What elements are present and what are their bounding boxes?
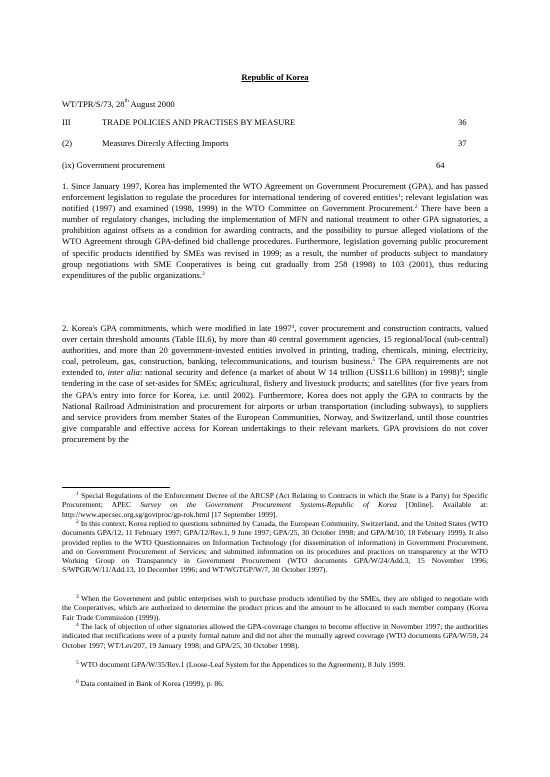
toc-page: 36 (458, 117, 467, 127)
footnote: $^4$ The lack of objection of other signatories allowed the GPA-coverage changes to become effective in November 1997; the authorities indicated that rectifications were of a purely formal nature and did not alter the mutually agreed coverage (WTO documents GPA/W/59, 24 October 1997; WT/Let/207, 19 January 1998; and GPA/25, 30 October 1998). (62, 622, 488, 650)
footnote-ref: 1 (397, 193, 401, 200)
toc-entry-subsection (62, 160, 165, 170)
toc-label: (ix) Government procurement (62, 160, 166, 170)
footnote-separator (62, 487, 170, 488)
toc-number: (2) (62, 138, 73, 148)
paragraph-2: 2. Korea's GPA commitments, which were modified in late 1997$^4$, cover procurement and construction contracts, valued over certain threshold amounts (Table III.6), by more than 40 central government agencies, 15 regional/local (sub-central) authorities, and more than 20 government-invested entities involved in printing, trading, chemicals, mining, electricity, coal, petroleum, gas, construction, banking, telecommunications, and tourism business.$^5$ The GPA requirements are not extended to, inter alia: national security and defence (a market of about W 14 trillion (US$11.6 billion) in 1998)$^6$; single tendering in the case of set-asides for SMEs; agricultural, fishery and livestock products; and satellites (for five years from the GPA's entry into force for Korea, i.e. until 2002). Furthermore, Korea does not apply the GPA to contracts by the National Railroad Administration and procurement for airports or urban transportation (including subways), to suppliers and service providers from member States of the European Communities, Norway, and Switzerland, until those countries give comparable and effective access for Korean undertakings to their relevant markets. GPA provisions do not cover procurement by the (62, 323, 488, 444)
toc-label: Measures Directly Affecting Imports (102, 138, 229, 148)
document-title: Republic of Korea (241, 72, 309, 82)
footnote-ref: 4 (291, 324, 295, 330)
footnote-ref: 6 (459, 368, 463, 375)
toc-entry-chapter (62, 117, 296, 127)
footnote: $^3$ When the Government and public enterprises wish to purchase products identified by the SMEs, they are obliged to negotiate with the Cooperatives, which are authorized to determine the product prices and the amount to be allocated to each member company (Korea Fair Trade Commission (1999)). (62, 594, 488, 622)
toc-page: 37 (458, 138, 467, 148)
toc-entry-section (62, 138, 229, 148)
footnote-ref: 2 (414, 204, 418, 211)
footnote-ref: 5 (372, 357, 376, 364)
footnote: $^6$ Data contained in Bank of Korea (1999), p. 86. (76, 679, 224, 688)
toc-label: TRADE POLICIES AND PRACTISES BY MEASURE (102, 117, 296, 127)
toc-number: III (62, 117, 71, 127)
footnote: $^5$ WTO document GPA/W/35/Rev.1 (Loose-Leaf System for the Appendices to the Agreement), 8 July 1999. (76, 660, 406, 669)
document-reference: WT/TPR/S/73, 28th August 2000 (62, 98, 175, 109)
paragraph-1: 1. Since January 1997, Korea has implemented the WTO Agreement on Government Procurement (GPA), and has passed enforcement legislation to regulate the procedures for international tendering of covered entities$^1$; relevant legislation was notified (1997) and examined (1998, 1999) in the WTO Committee on Government Procurement.$^2$ There have been a number of regulatory changes, including the implementation of MFN and national treatment to other GPA signatories, a prohibition against offsets as a condition for awarding contracts, and the possibility to pursue alleged violations of the WTO Agreement through GPA-defined bid challenge procedures. Furthermore, legislation governing public procurement of specific products identified by SMEs was revised in 1999; as a result, the number of products subject to mandatory group negotiations with SME Cooperatives is being cut gradually from 258 (1998) to 103 (2001), thus reducing expenditures of the public organizations.$^3$ (62, 181, 489, 280)
footnote-ref: 3 (201, 270, 205, 277)
footnote: $^2$ In this context, Korea replied to questions submitted by Canada, the European Community, Switzerland, and the United States (WTO documents GPA/12, 11 February 1997; GPA/12/Rev.1, 9 June 1997; GPA/25, 30 October 1998; and GPA/M/10, 18 February 1999). It also provided replies to the WTO Questionnaires on Information Technology (for dissemination of information) in Government Procurement, and on Government Procurement of Services; and submitted information on its procedures and practices on transparency at the WTO Working Group on Transparency in Government Procurement (WTO documents GPA/W/24/Add.3, 15 November 1996; S/WPGR/W/11/Add.13, 10 December 1996; and WT/WGTGP/W/7, 30 October 1997). (62, 519, 488, 575)
footnote: $^1$ Special Regulations of the Enforcement Decree of the ARCSP (Act Relating to Contracts in which the State is a Party) for Specific Procurement; APEC Survey on the Government Procurement Systems-Republic of Korea [Online]. Available at: http://www.apecsec.org.sg/govtproc/gp-rok.html [17 September 1999]. (62, 491, 489, 519)
toc-page: 64 (436, 160, 445, 170)
